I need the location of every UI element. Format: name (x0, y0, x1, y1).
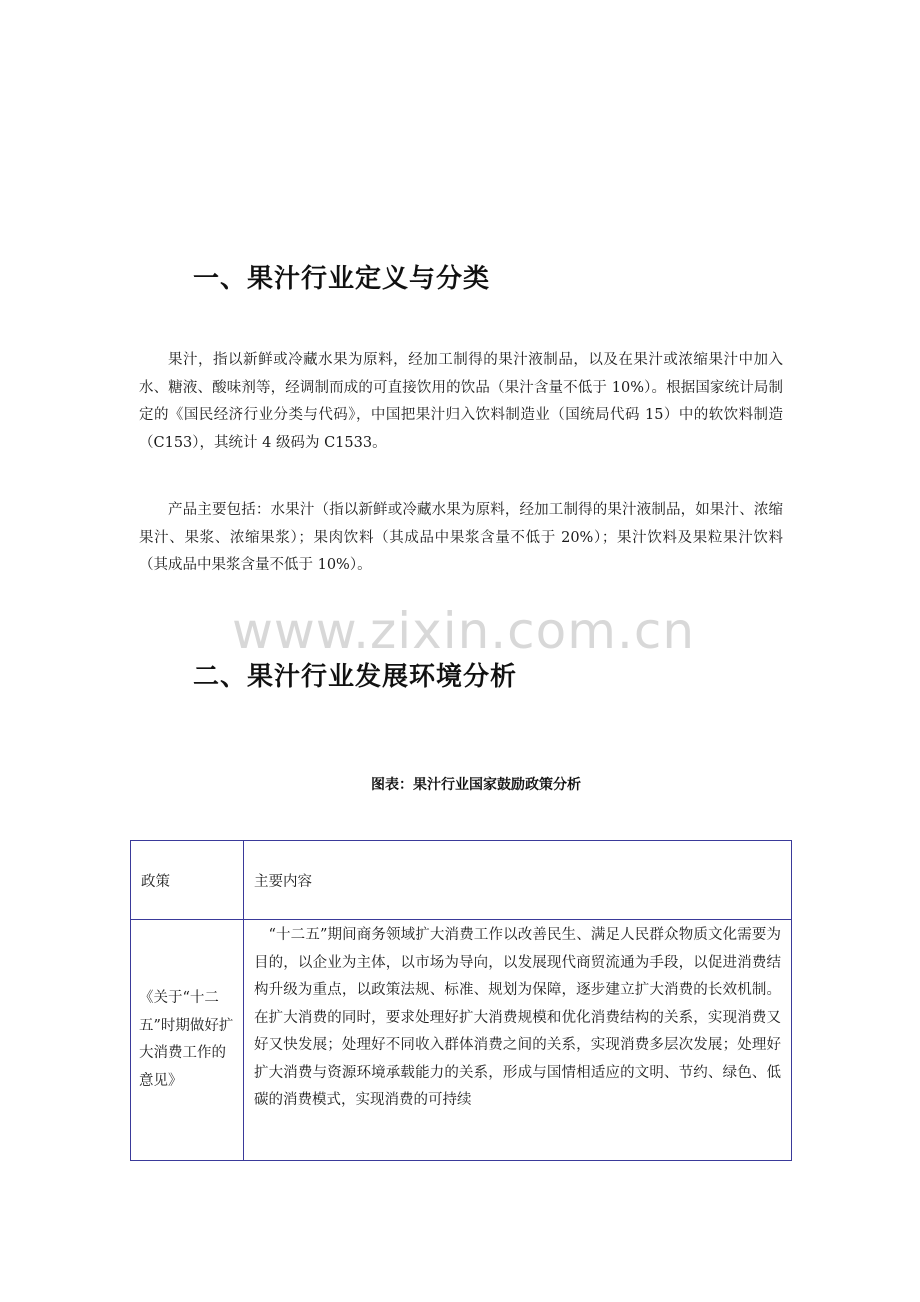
figure-caption: 图表：果汁行业国家鼓励政策分析 (371, 777, 581, 793)
section-heading-environment: 二、果汁行业发展环境分析 (193, 662, 518, 692)
paragraph-product-categories: 产品主要包括：水果汁（指以新鲜或冷藏水果为原料，经加工制得的果汁液制品，如果汁、浓缩果汁、果浆、浓缩果浆）；果肉饮料（其成品中果浆含量不低于 20%）；果汁饮料及果粒果汁饮料（其成品中果浆含量不低于 10%）。 (139, 502, 783, 573)
table-cell-policy-name: 《关于“十二五”时期做好扩大消费工作的意见》 (131, 920, 244, 1161)
table-header-cell-policy: 政策 (131, 841, 244, 920)
table-header-cell-content: 主要内容 (244, 841, 792, 920)
paragraph-definition: 果汁，指以新鲜或冷藏水果为原料，经加工制得的果汁液制品，以及在果汁或浓缩果汁中加入水、糖液、酸味剂等，经调制而成的可直接饮用的饮品（果汁含量不低于 10%）。根据国家统计局制定的《国民经济行业分类与代码》，中国把果汁归入饮料制造业（国统局代码 15）中的软饮料制造（C153），其统计 4 级码为 C1533。 (139, 352, 783, 451)
policy-content-text: “十二五”期间商务领域扩大消费工作以改善民生、满足人民群众物质文化需要为目的，以企业为主体，以市场为导向，以发展现代商贸流通为手段，以促进消费结构升级为重点，以政策法规、标准、规划为保障，逐步建立扩大消费的长效机制。在扩大消费的同时，要求处理好扩大消费规模和优化消费结构的关系，实现消费又好又快发展；处理好不同收入群体消费之间的关系，实现消费多层次发展；处理好扩大消费与资源环境承载能力的关系，形成与国情相适应的文明、节约、绿色、低碳的消费模式，实现消费的可持续 (254, 927, 781, 1108)
table-header-row (131, 841, 792, 920)
section-heading-definition: 一、果汁行业定义与分类 (193, 264, 491, 294)
watermark: www.zixin.com.cn (232, 602, 696, 660)
policy-table (130, 840, 792, 1161)
table-cell-policy-content (244, 920, 792, 1161)
table-row (131, 920, 792, 1161)
